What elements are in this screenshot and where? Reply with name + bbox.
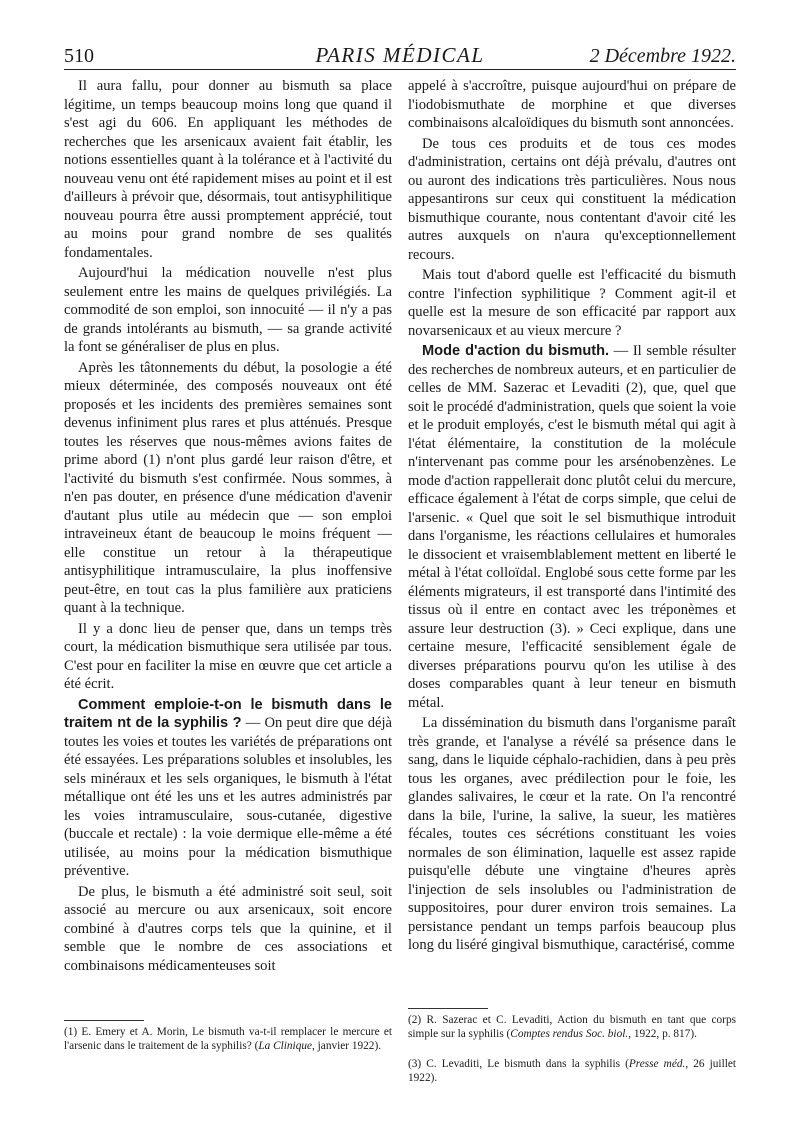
page-number: 510 (64, 45, 94, 67)
journal-title: PARIS MÉDICAL (315, 43, 485, 67)
running-header (64, 43, 736, 70)
paragraph (64, 696, 392, 881)
paragraph (408, 342, 736, 712)
paragraph: La dissémination du bismuth dans l'organisme paraît très grande, et l'analyse a révélé sa présence dans le sang, dans le liquide céphalo-rachidien, dans à peu près tous les organes, avec prédilection pour le foie, les glandes salivaires, le cœur et la rate. On l'a rencontré dans la bile, l'urine, la salive, la sueur, les matières fécales, toutes ces sécrétions constituant les voies normales de son élimination, laquelle est assez rapide puisqu'elle débute une vingtaine d'heures après l'injection de sels insolubles ou l'administration de suppositoires, pour durer environ trois semaines. La persistance pendant un temps parfois beaucoup plus long du liséré gingival bismuthique, caractérisé, comme (408, 715, 736, 953)
footnote-rule (408, 1008, 488, 1009)
section-heading: Mode d'action du bismuth. (422, 343, 610, 359)
right-column (408, 77, 736, 957)
footnote-3: (3) C. Levaditi, Le bismuth dans la syphilis (Presse méd., 26 juillet 1922). (408, 1058, 736, 1084)
paragraph: Aujourd'hui la médication nouvelle n'est plus seulement entre les mains de quelques privilégiés. La commodité de son emploi, son innocuité — il n'y a pas de grands intolérants au bismuth, — sa grande activité la font se généraliser de plus en plus. (64, 265, 392, 355)
left-column (64, 77, 392, 977)
paragraph-body: — Il semble résulter des recherches de nombreux auteurs, et en particulier de celles de MM. Sazerac et Levaditi (2), que, quel que soit le procédé d'administration, quels que soient la voie et le produit employés, c'est le bismuth métal qui agit à l'état élémentaire, la constitution de la molécule n'intervenant pas comme pour les arsénobenzènes. Le mode d'action rappellerait donc plutôt celui du mercure, efficace également à l'état de corps simple, que celui de l'arsenic. « Quel que soit le sel bismuthique introduit dans l'organisme, les réactions cellulaires et humorales le dissocient et vraisemblablement mettent en liberté le métal à l'état colloïdal. Englobé sous cette forme par les éléments migrateurs, il est transporté dans l'intimité des tissus où il entre en contact avec les tréponèmes et assure leur destruction (3). » Ceci explique, dans une certaine mesure, l'efficacité sensiblement égale de diverses préparations pourvu qu'on les utilise à des doses comparables quant à leur teneur en bismuth métal. (408, 343, 736, 711)
footnote-2: (2) R. Sazerac et C. Levaditi, Action du bismuth en tant que corps simple sur la syphilis (Comptes rendus Soc. biol., 1922, p. 817). (408, 1014, 736, 1040)
paragraph: Après les tâtonnements du début, la posologie a été mieux déterminée, des composés nouveaux ont été proposés et les incidents des premières semaines sont devenus infiniment plus rares et plus atténués. Presque toutes les réserves que nous-mêmes avions faites de prime abord (1) n'ont plus gardé leur raison d'être, et l'activité du bismuth s'est confirmée. Nous sommes, à n'en pas douter, en présence d'une médication d'avenir d'autant plus utile au médecin que — son emploi intraveineux étant de beaucoup le moins fréquent — elle constitue un retour à la thérapeutique antisyphilitique intramusculaire, la plus inoffensive peut-être, en tout cas la plus familière aux praticiens quant à la technique. (64, 359, 392, 616)
paragraph: De tous ces produits et de tous ces modes d'administration, certains ont déjà prévalu, d'autres ont ou auront des indications très particulières. Nous nous appesantirons sur ceux qui constituent la médication bismuthique courante, nous contentant d'avoir cité les autres auxquels on n'aura qu'exceptionnellement recours. (408, 135, 736, 263)
section-heading: Comment emploie-t-on le bismuth dans le traitem nt de la syphilis ? (64, 696, 392, 731)
paragraph: Il aura fallu, pour donner au bismuth sa place légitime, un temps beaucoup moins long que quand il s'est agi du 606. En appliquant les méthodes de recherches que les arsenicaux avaient fait établir, les notions essentielles quant à la tolérance et à l'activité du nouveau venu ont été rapidement mises au point et il est d'ailleurs à prévoir que, désormais, tout antisyphilitique nouveau pourra être aussi promptement apprécié, tout au moins pour grand nombre de ses qualités fondamentales. (64, 78, 392, 261)
footnote-1: (1) E. Emery et A. Morin, Le bismuth va-t-il remplacer le mercure et l'arsenic dans le traitement de la syphilis? (La Clinique, janvier 1922). (64, 1026, 392, 1052)
paragraph: appelé à s'accroître, puisque aujourd'hui on prépare de l'iodobismuthate de morphine et que diverses combinaisons alcaloïdiques du bismuth sont annoncées. (408, 78, 736, 131)
issue-date: 2 Décembre 1922. (589, 45, 736, 67)
footnote-rule (64, 1020, 144, 1021)
paragraph: De plus, le bismuth a été administré soit seul, soit associé au mercure ou aux arsenicaux, soit encore combiné à d'autres corps tels que la quinine, et il semble que le nombre de ces associations et combinaisons médicamenteuses soit (64, 883, 392, 974)
paragraph-body: — On peut dire que déjà toutes les voies et toutes les variétés de préparations ont été essayées. Les préparations solubles et insolubles, les sels minéraux et les sels organiques, le bismuth à l'état métallique ont été les uns et les autres administrés par les voies intramusculaire, sous-cutanée, digestive (buccale et rectale) : la voie dermique elle-même a été utilisée, au moins pour la médication bismuthique préventive. (64, 715, 393, 879)
paragraph: Il y a donc lieu de penser que, dans un temps très court, la médication bismuthique sera utilisée par tous. C'est pour en faciliter la mise en œuvre que cet article a été écrit. (64, 620, 392, 692)
paragraph: Mais tout d'abord quelle est l'efficacité du bismuth contre l'infection syphilitique ? Comment agit-il et quelle est la mesure de son efficacité par rapport aux novarsenicaux et au vieux mercure ? (408, 267, 736, 339)
